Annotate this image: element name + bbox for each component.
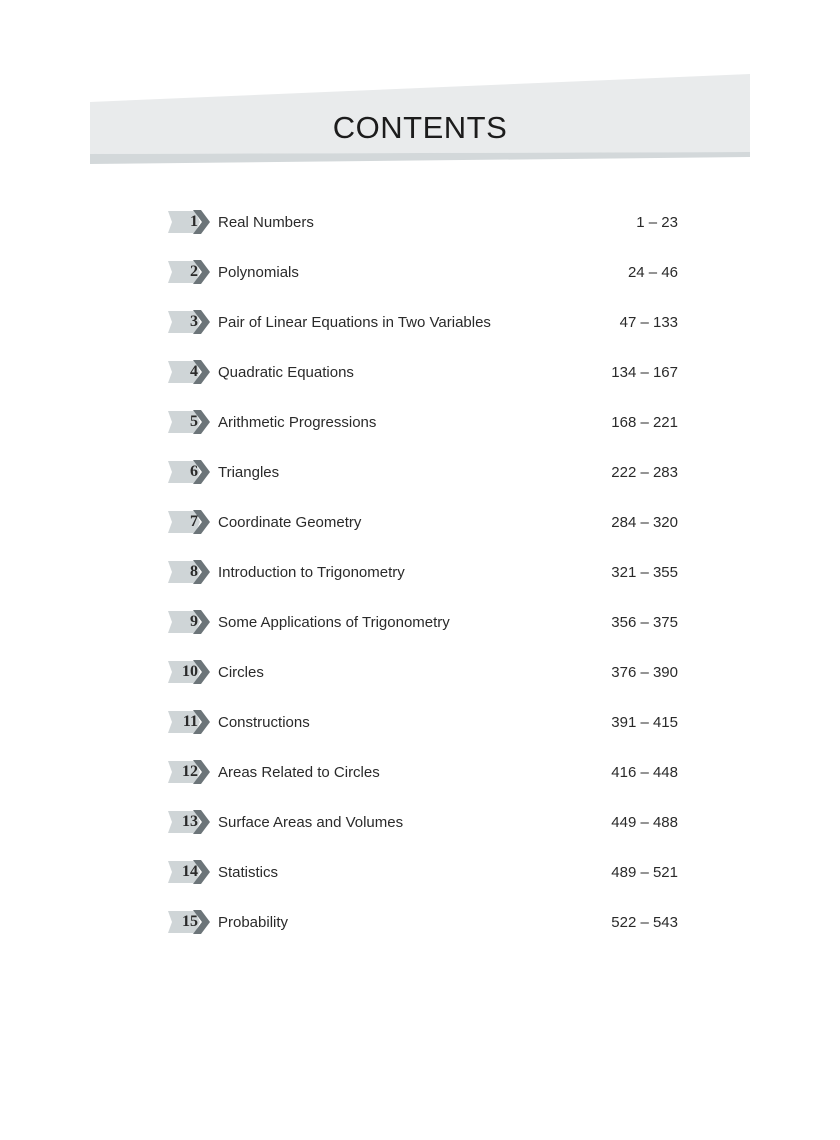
chapter-title[interactable]: Real Numbers: [218, 214, 314, 231]
toc-entry[interactable]: [168, 658, 678, 708]
chapter-number-badge: [168, 508, 212, 536]
chapter-number-badge: [168, 658, 212, 686]
chapter-page-range: 449 – 488: [611, 814, 678, 831]
chapter-number: 6: [190, 463, 198, 480]
chapter-page-range: 284 – 320: [611, 514, 678, 531]
toc-entry[interactable]: [168, 808, 678, 858]
chapter-number-badge: [168, 808, 212, 836]
chapter-title[interactable]: Some Applications of Trigonometry: [218, 614, 450, 631]
toc-entry[interactable]: [168, 858, 678, 908]
chapter-title[interactable]: Arithmetic Progressions: [218, 414, 377, 431]
chapter-title[interactable]: Statistics: [218, 864, 279, 881]
toc-entry[interactable]: [168, 308, 678, 358]
chapter-title[interactable]: Probability: [218, 914, 289, 931]
chapter-number: 12: [182, 763, 198, 780]
chapter-number-badge: [168, 458, 212, 486]
chapter-number: 3: [190, 313, 198, 330]
chapter-title[interactable]: Introduction to Trigonometry: [218, 564, 405, 581]
chapter-page-range: 47 – 133: [619, 314, 678, 331]
chapter-title[interactable]: Triangles: [218, 464, 280, 481]
chapter-number: 8: [190, 563, 198, 580]
chapter-number: 2: [190, 263, 198, 280]
chapter-title[interactable]: Pair of Linear Equations in Two Variables: [218, 314, 491, 331]
chapter-number: 9: [190, 613, 198, 630]
chapter-number: 15: [182, 913, 198, 930]
chapter-number-badge: [168, 608, 212, 636]
toc-entry[interactable]: [168, 258, 678, 308]
chapter-page-range: 356 – 375: [611, 614, 678, 631]
chapter-title[interactable]: Surface Areas and Volumes: [218, 814, 404, 831]
toc-entry[interactable]: [168, 208, 678, 258]
chapter-title[interactable]: Polynomials: [218, 264, 299, 281]
chapter-page-range: 376 – 390: [611, 664, 678, 681]
contents-header-banner: [90, 74, 750, 164]
chapter-number: 13: [182, 813, 198, 830]
toc-entry[interactable]: [168, 758, 678, 808]
chapter-title[interactable]: Areas Related to Circles: [218, 764, 380, 781]
chapter-number-badge: [168, 358, 212, 386]
chapter-page-range: 522 – 543: [611, 914, 678, 931]
toc-entry[interactable]: [168, 508, 678, 558]
chapter-title[interactable]: Circles: [218, 664, 264, 681]
chapter-page-range: 168 – 221: [611, 414, 678, 431]
chapter-page-range: 134 – 167: [611, 364, 678, 381]
toc-entry[interactable]: [168, 608, 678, 658]
chapter-page-range: 24 – 46: [627, 264, 678, 281]
chapter-number: 11: [182, 713, 198, 730]
chapter-number: 5: [190, 413, 198, 430]
chapter-page-range: 1 – 23: [636, 214, 678, 231]
toc-entry[interactable]: [168, 358, 678, 408]
chapter-number-badge: [168, 258, 212, 286]
chapter-number: 4: [190, 363, 198, 380]
chapter-number-badge: [168, 858, 212, 886]
table-of-contents: [168, 208, 678, 958]
chapter-number-badge: [168, 308, 212, 336]
chapter-number: 1: [190, 213, 198, 230]
chapter-number: 10: [182, 663, 198, 680]
chapter-number-badge: [168, 558, 212, 586]
chapter-page-range: 321 – 355: [611, 564, 678, 581]
toc-entry[interactable]: [168, 458, 678, 508]
chapter-page-range: 416 – 448: [611, 764, 678, 781]
chapter-page-range: 489 – 521: [611, 864, 678, 881]
chapter-page-range: 222 – 283: [611, 464, 678, 481]
chapter-number-badge: [168, 208, 212, 236]
toc-entry[interactable]: [168, 708, 678, 758]
chapter-title[interactable]: Constructions: [218, 714, 310, 731]
chapter-title[interactable]: Coordinate Geometry: [218, 514, 362, 531]
chapter-title[interactable]: Quadratic Equations: [218, 364, 354, 381]
chapter-number-badge: [168, 908, 212, 936]
page-title: CONTENTS: [332, 110, 508, 145]
chapter-number-badge: [168, 408, 212, 436]
chapter-number: 7: [190, 513, 198, 530]
chapter-number-badge: [168, 708, 212, 736]
toc-entry[interactable]: [168, 558, 678, 608]
chapter-number-badge: [168, 758, 212, 786]
chapter-number: 14: [182, 863, 198, 880]
toc-entry[interactable]: [168, 908, 678, 958]
chapter-page-range: 391 – 415: [611, 714, 678, 731]
toc-entry[interactable]: [168, 408, 678, 458]
